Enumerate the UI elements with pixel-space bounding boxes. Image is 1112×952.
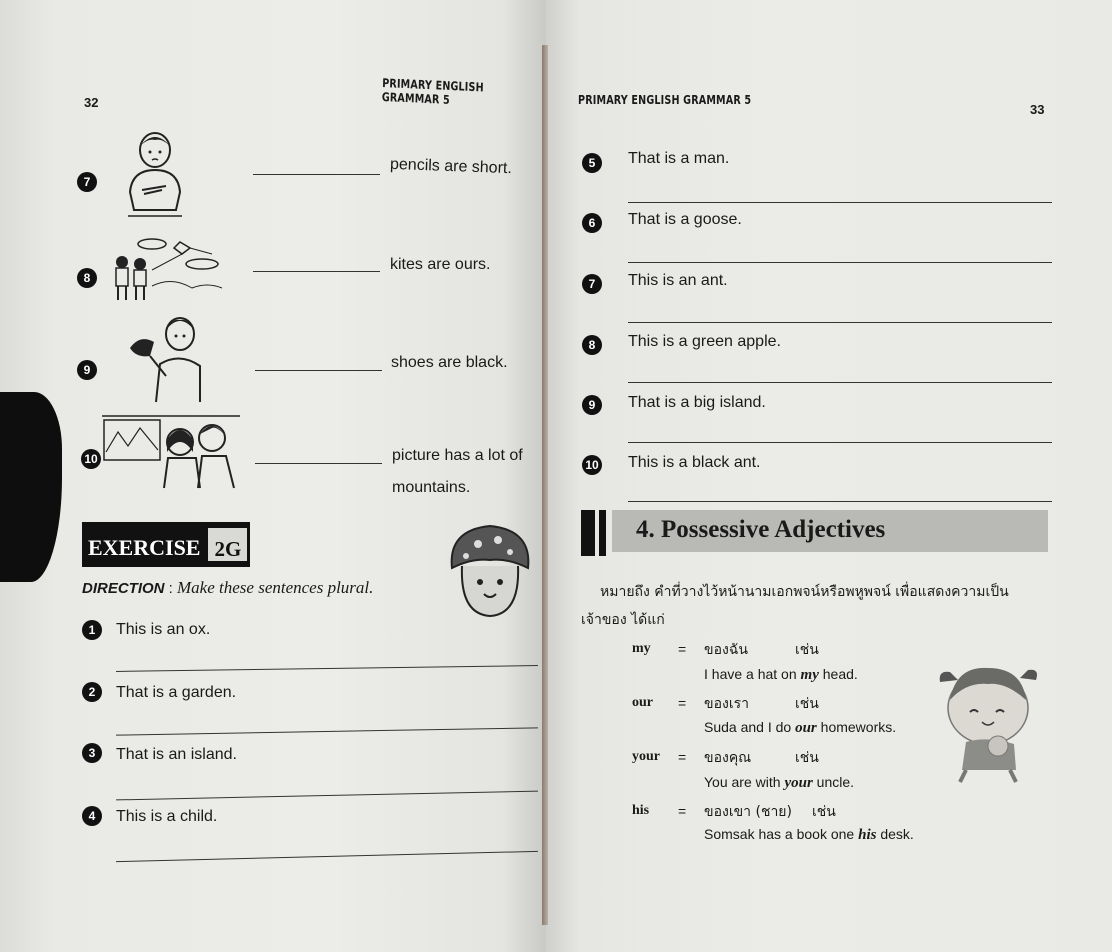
page-number: 33 bbox=[1030, 102, 1045, 117]
item-text: picture has a lot of bbox=[392, 447, 523, 464]
item-number: 10 bbox=[81, 449, 101, 469]
book-gutter bbox=[542, 45, 548, 925]
example-sentence: Somsak has a book one his desk. bbox=[704, 826, 914, 843]
exercise-code: 2G bbox=[208, 528, 247, 561]
equals-sign: = bbox=[678, 749, 687, 765]
page-header: PRIMARY ENGLISH GRAMMAR 5 bbox=[381, 76, 484, 107]
thai-meaning: ของคุณ bbox=[704, 750, 752, 766]
item-text: That is a goose. bbox=[628, 211, 742, 228]
answer-line[interactable] bbox=[116, 851, 538, 862]
example-sentence: I have a hat on my head. bbox=[704, 666, 858, 683]
example-sentence: You are with your uncle. bbox=[704, 774, 855, 791]
item-text: That is a garden. bbox=[116, 684, 237, 701]
example-sentence: Suda and I do our homeworks. bbox=[704, 719, 897, 736]
possessive-word: our bbox=[632, 695, 653, 710]
item-number: 8 bbox=[582, 335, 602, 355]
thai-example-word: เช่น bbox=[812, 804, 836, 820]
item-text: This is a green apple. bbox=[628, 333, 781, 350]
left-page bbox=[0, 0, 546, 952]
item-text: This is an ox. bbox=[116, 621, 211, 638]
thai-example-word: เช่น bbox=[795, 750, 819, 766]
item-text: This is a black ant. bbox=[628, 454, 761, 471]
thai-meaning: ของเรา bbox=[704, 696, 749, 712]
page-number: 32 bbox=[84, 95, 99, 110]
exercise-heading bbox=[82, 522, 250, 567]
item-number: 8 bbox=[77, 268, 97, 288]
item-number: 7 bbox=[77, 172, 97, 192]
thai-meaning: ของฉัน bbox=[704, 642, 748, 658]
possessive-word: my bbox=[632, 641, 651, 656]
equals-sign: = bbox=[678, 803, 687, 819]
answer-blank[interactable] bbox=[255, 370, 382, 371]
item-text: kites are ours. bbox=[390, 256, 491, 273]
thai-example-word: เช่น bbox=[795, 642, 819, 658]
answer-line[interactable] bbox=[628, 202, 1052, 203]
item-number: 5 bbox=[582, 153, 602, 173]
item-number: 9 bbox=[582, 395, 602, 415]
answer-blank[interactable] bbox=[253, 174, 380, 175]
answer-blank[interactable] bbox=[255, 463, 382, 464]
answer-line[interactable] bbox=[628, 262, 1052, 263]
answer-line[interactable] bbox=[628, 442, 1052, 443]
possessive-word: his bbox=[632, 803, 650, 818]
thai-intro-continued: เจ้าของ ได้แก่ bbox=[581, 612, 665, 628]
answer-line[interactable] bbox=[116, 791, 538, 801]
item-text: That is a man. bbox=[628, 150, 730, 167]
thai-intro: หมายถึง คำที่วางไว้หน้านามเอกพจน์หรือพหูพจน์ เพื่อแสดงความเป็น bbox=[600, 584, 1009, 600]
item-number: 2 bbox=[82, 682, 102, 702]
item-text: This is a child. bbox=[116, 808, 218, 825]
answer-line[interactable] bbox=[116, 665, 538, 672]
item-text: That is an island. bbox=[116, 746, 237, 763]
item-text-continued: mountains. bbox=[392, 479, 471, 496]
answer-line[interactable] bbox=[116, 727, 538, 735]
item-number: 7 bbox=[582, 274, 602, 294]
section-marker bbox=[599, 510, 606, 556]
thai-example-word: เช่น bbox=[795, 696, 819, 712]
item-number: 1 bbox=[82, 620, 102, 640]
answer-line[interactable] bbox=[628, 322, 1052, 323]
children-flying-kites-illustration bbox=[112, 236, 224, 304]
page-header: PRIMARY ENGLISH GRAMMAR 5 bbox=[578, 93, 752, 107]
direction-text: Make these sentences plural. bbox=[177, 578, 374, 597]
item-text: pencils are short. bbox=[389, 155, 513, 178]
item-number: 4 bbox=[82, 806, 102, 826]
direction-line: DIRECTION : Make these sentences plural. bbox=[82, 578, 374, 597]
answer-blank[interactable] bbox=[253, 271, 380, 272]
thai-meaning: ของเขา (ชาย) bbox=[704, 804, 792, 820]
section-title: 4. Possessive Adjectives bbox=[636, 516, 886, 543]
item-text: This is an ant. bbox=[628, 272, 728, 289]
item-text: That is a big island. bbox=[628, 394, 766, 411]
direction-label: DIRECTION bbox=[82, 580, 165, 597]
boy-with-pencils-illustration bbox=[122, 130, 186, 218]
couple-looking-at-picture-illustration bbox=[100, 412, 242, 490]
man-holding-shoes-illustration bbox=[126, 312, 204, 404]
equals-sign: = bbox=[678, 641, 687, 657]
equals-sign: = bbox=[678, 695, 687, 711]
item-number: 10 bbox=[582, 455, 602, 475]
item-number: 9 bbox=[77, 360, 97, 380]
exercise-label: EXERCISE bbox=[82, 522, 206, 564]
item-number: 3 bbox=[82, 743, 102, 763]
section-marker bbox=[581, 510, 595, 556]
item-text: shoes are black. bbox=[391, 354, 508, 371]
mushroom-mascot-illustration bbox=[448, 522, 532, 620]
possessive-word: your bbox=[632, 749, 660, 764]
girl-with-doll-illustration bbox=[936, 660, 1042, 784]
item-number: 6 bbox=[582, 213, 602, 233]
answer-line[interactable] bbox=[628, 501, 1052, 502]
answer-line[interactable] bbox=[628, 382, 1052, 383]
